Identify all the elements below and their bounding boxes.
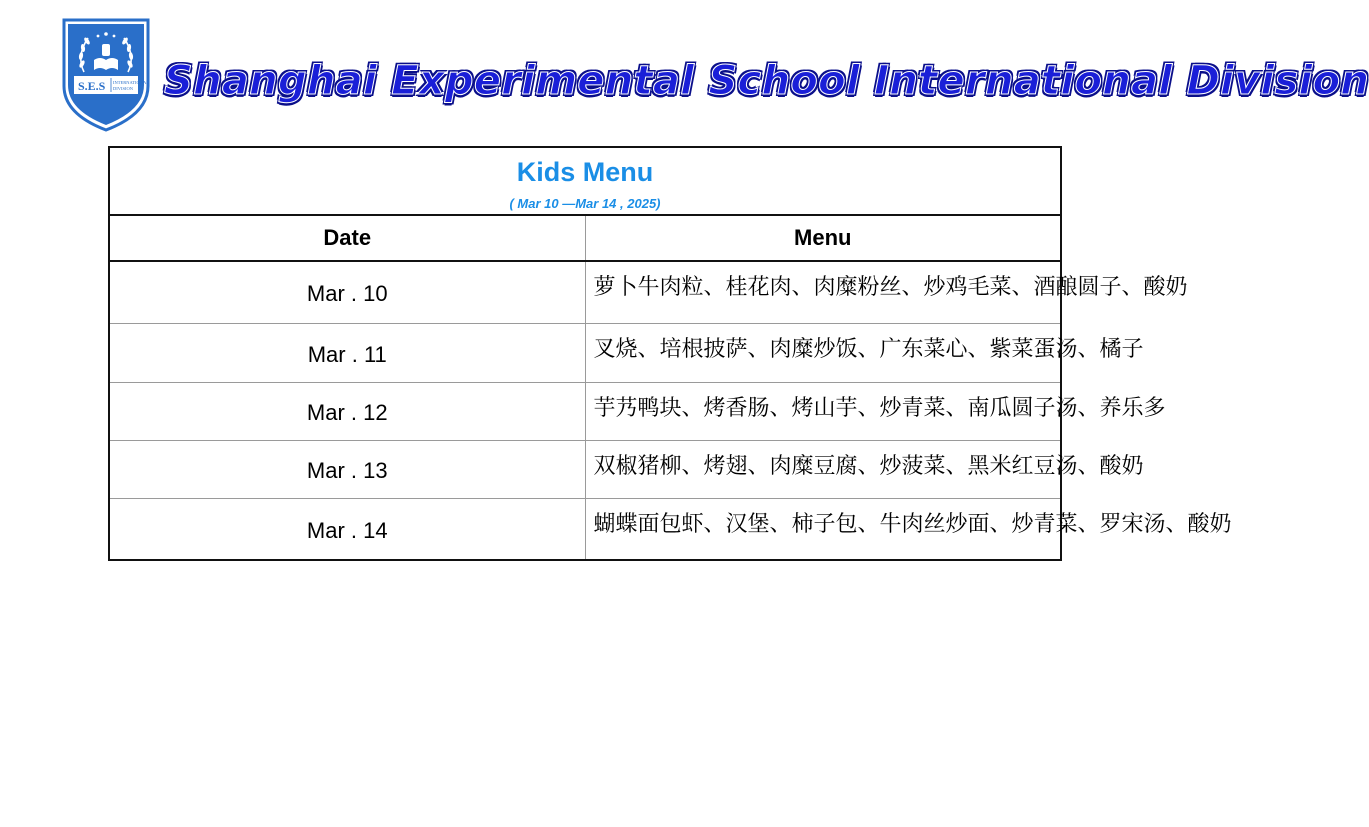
column-header-menu: Menu — [585, 215, 1061, 261]
school-name-title: Shanghai Experimental School International Division — [164, 58, 1369, 104]
menu-items-cell: 萝卜牛肉粒、桂花肉、肉糜粉丝、炒鸡毛菜、酒酿圆子、酸奶 — [585, 261, 1061, 323]
table-row — [109, 440, 1061, 498]
table-row — [109, 261, 1061, 323]
school-logo — [62, 16, 150, 132]
school-crest-icon — [62, 16, 150, 132]
menu-date-range: ( Mar 10 —Mar 14 , 2025) — [509, 196, 661, 211]
table-row — [109, 382, 1061, 440]
menu-title: Kids Menu — [516, 157, 654, 187]
menu-title-cell — [109, 147, 1061, 215]
table-row — [109, 498, 1061, 560]
column-header-date: Date — [109, 215, 585, 261]
svg-text:INTERNATIONAL: INTERNATIONAL — [113, 80, 149, 85]
date-cell: Mar . 12 — [109, 382, 585, 440]
date-cell: Mar . 14 — [109, 498, 585, 560]
date-cell: Mar . 13 — [109, 440, 585, 498]
logo-text: S.E.S — [78, 79, 106, 93]
menu-items-cell: 蝴蝶面包虾、汉堡、柿子包、牛肉丝炒面、炒青菜、罗宋汤、酸奶 — [585, 498, 1061, 560]
menu-table — [108, 146, 1232, 561]
table-row — [109, 323, 1061, 382]
date-cell: Mar . 11 — [109, 323, 585, 382]
svg-text:DIVISION: DIVISION — [113, 86, 133, 91]
date-cell: Mar . 10 — [109, 261, 585, 323]
menu-items-cell: 双椒猪柳、烤翅、肉糜豆腐、炒菠菜、黑米红豆汤、酸奶 — [585, 440, 1061, 498]
menu-items-cell: 芋艿鸭块、烤香肠、烤山芋、炒青菜、南瓜圆子汤、养乐多 — [585, 382, 1061, 440]
menu-items-cell: 叉烧、培根披萨、肉糜炒饭、广东菜心、紫菜蛋汤、橘子 — [585, 323, 1061, 382]
